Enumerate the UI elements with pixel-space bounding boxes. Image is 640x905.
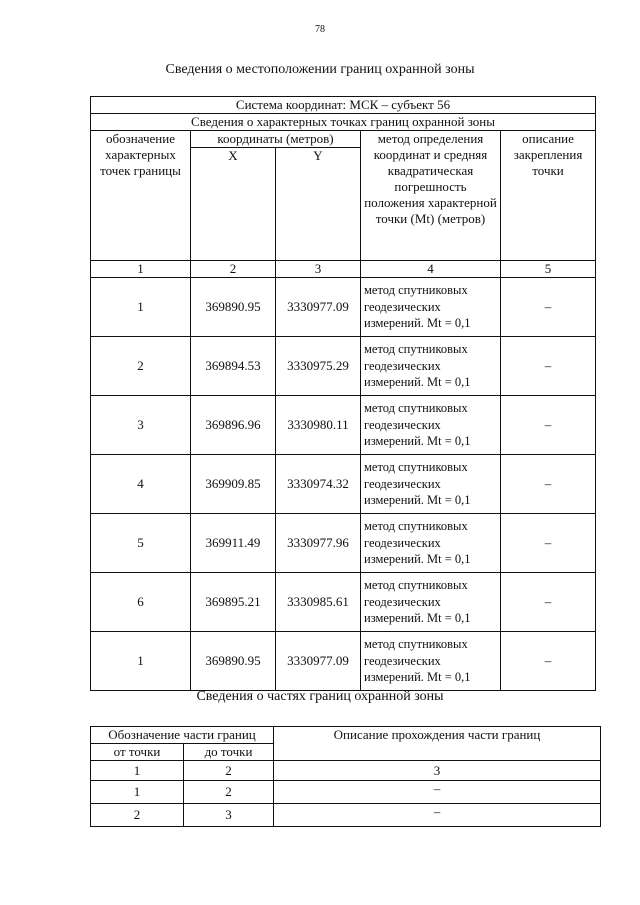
description-cell: – — [501, 514, 596, 573]
description-cell: – — [501, 573, 596, 632]
column-number: 5 — [501, 261, 596, 278]
to-cell: 3 — [184, 804, 274, 827]
description-cell: – — [501, 455, 596, 514]
boundary-parts-table — [90, 726, 601, 827]
column-number: 4 — [361, 261, 501, 278]
point-cell: 1 — [91, 278, 191, 337]
section-title-boundaries: Сведения о местоположении границ охранной зоны — [165, 62, 475, 77]
x-cell: 369896.96 — [191, 396, 276, 455]
table-row — [91, 396, 596, 455]
column-number: 3 — [274, 761, 601, 781]
x-cell: 369894.53 — [191, 337, 276, 396]
header-x: X — [191, 148, 276, 261]
method-cell: метод спутниковых геодезических измерений. Mt = 0,1 — [361, 337, 501, 396]
header-description: описание закрепления точки — [501, 131, 596, 261]
description-cell: – — [274, 781, 601, 804]
table-row — [91, 781, 601, 804]
y-cell: 3330980.11 — [276, 396, 361, 455]
subtitle-row — [91, 114, 596, 131]
y-cell: 3330977.96 — [276, 514, 361, 573]
point-cell: 2 — [91, 337, 191, 396]
x-cell: 369890.95 — [191, 278, 276, 337]
coordinate-system-row — [91, 97, 596, 114]
x-cell: 369890.95 — [191, 632, 276, 691]
x-cell: 369909.85 — [191, 455, 276, 514]
column-number: 1 — [91, 761, 184, 781]
boundary-points-table — [90, 96, 596, 691]
subtitle-cell: Сведения о характерных точках границ охранной зоны — [91, 114, 596, 131]
column-number-row — [91, 261, 596, 278]
column-number-row — [91, 761, 601, 781]
description-cell: – — [501, 278, 596, 337]
description-cell: – — [274, 804, 601, 827]
column-number: 3 — [276, 261, 361, 278]
method-cell: метод спутниковых геодезических измерений. Mt = 0,1 — [361, 632, 501, 691]
y-cell: 3330975.29 — [276, 337, 361, 396]
method-cell: метод спутниковых геодезических измерений. Mt = 0,1 — [361, 573, 501, 632]
page-number: 78 — [315, 24, 325, 35]
header-from-point: от точки — [91, 744, 184, 761]
description-cell: – — [501, 337, 596, 396]
point-cell: 5 — [91, 514, 191, 573]
table-row — [91, 455, 596, 514]
point-cell: 6 — [91, 573, 191, 632]
column-number: 2 — [184, 761, 274, 781]
table-row — [91, 514, 596, 573]
table-row — [91, 632, 596, 691]
header-part-designation: Обозначение части границ — [91, 727, 274, 744]
method-cell: метод спутниковых геодезических измерений. Mt = 0,1 — [361, 514, 501, 573]
point-cell: 4 — [91, 455, 191, 514]
method-cell: метод спутниковых геодезических измерений. Mt = 0,1 — [361, 278, 501, 337]
header-row-1 — [91, 131, 596, 148]
column-number: 1 — [91, 261, 191, 278]
header-to-point: до точки — [184, 744, 274, 761]
x-cell: 369895.21 — [191, 573, 276, 632]
y-cell: 3330985.61 — [276, 573, 361, 632]
from-cell: 2 — [91, 804, 184, 827]
header-row-1 — [91, 727, 601, 744]
section-title-parts: Сведения о частях границ охранной зоны — [196, 689, 444, 704]
y-cell: 3330977.09 — [276, 278, 361, 337]
coordinate-system-cell: Система координат: МСК – субъект 56 — [91, 97, 596, 114]
method-cell: метод спутниковых геодезических измерений. Mt = 0,1 — [361, 396, 501, 455]
header-part-description: Описание прохождения части границ — [274, 727, 601, 761]
method-cell: метод спутниковых геодезических измерений. Mt = 0,1 — [361, 455, 501, 514]
table-row — [91, 573, 596, 632]
y-cell: 3330977.09 — [276, 632, 361, 691]
table-row — [91, 337, 596, 396]
header-point-designation: обозначение характерных точек границы — [91, 131, 191, 261]
column-number: 2 — [191, 261, 276, 278]
to-cell: 2 — [184, 781, 274, 804]
description-cell: – — [501, 632, 596, 691]
header-y: Y — [276, 148, 361, 261]
header-method: метод определения координат и средняя квадратическая погрешность положения характерной точки (Mt) (метров) — [361, 131, 501, 261]
from-cell: 1 — [91, 781, 184, 804]
x-cell: 369911.49 — [191, 514, 276, 573]
header-coordinates: координаты (метров) — [191, 131, 361, 148]
table-row — [91, 278, 596, 337]
point-cell: 1 — [91, 632, 191, 691]
table-row — [91, 804, 601, 827]
description-cell: – — [501, 396, 596, 455]
point-cell: 3 — [91, 396, 191, 455]
y-cell: 3330974.32 — [276, 455, 361, 514]
